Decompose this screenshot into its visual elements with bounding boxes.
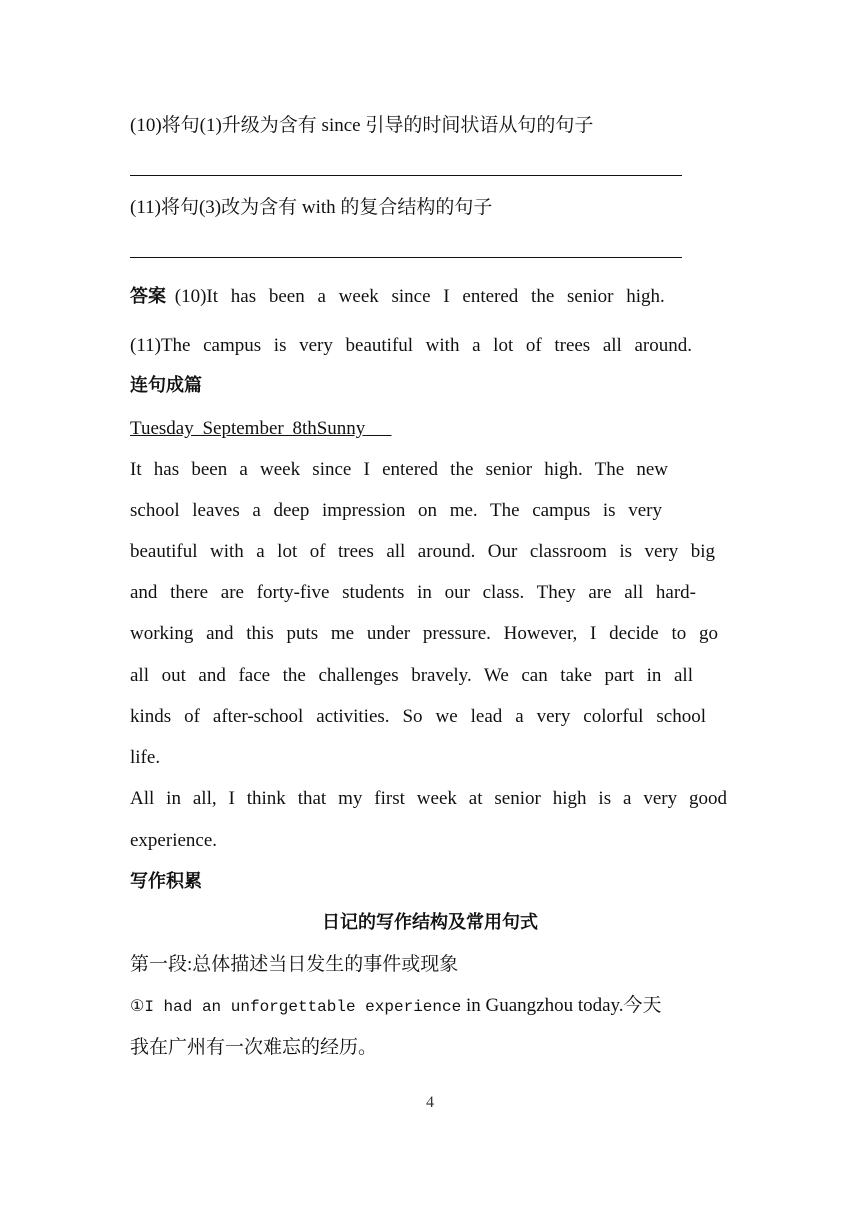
para1-line-6: all out and face the challenges bravely. We can take part in all [130,665,693,686]
para2-line-1: All in all, I think that my first week at senior high is a very good [130,788,727,809]
para1-line-4: and there are forty-five students in our class. They are all hard- [130,582,696,603]
answer-10: (10)It has been a week since I entered the senior high. [174,286,665,307]
section-connect-title: 连句成篇 [130,375,202,396]
answer-11: (11)The campus is very beautiful with a lot of trees all around. [130,335,692,356]
diary-header-text: Tuesday September 8thSunny [130,418,366,439]
para1-line-5: working and this puts me under pressure. However, I decide to go [130,623,718,644]
diary-header [130,417,392,441]
question-10: (10)将句(1)升级为含有 since 引导的时间状语从句的句子 [130,115,594,136]
para1-line-2: school leaves a deep impression on me. The campus is very [130,500,662,521]
section-writing-title: 写作积累 [130,871,202,892]
center-heading: 日记的写作结构及常用句式 [322,912,538,933]
page-number: 4 [426,1094,434,1111]
example-1-rest: in Guangzhou today.今天 [461,995,662,1016]
paragraph-one-label: 第一段:总体描述当日发生的事件或现象 [130,954,459,975]
answer-label: 答案 [130,286,166,307]
example-1-mono: ①I had an unforgettable experience [130,998,462,1016]
para1-line-3: beautiful with a lot of trees all around. Our classroom is very big [130,541,715,562]
para1-line-8: life. [130,747,161,768]
question-11: (11)将句(3)改为含有 with 的复合结构的句子 [130,197,493,218]
para2-line-2: experience. [130,830,218,851]
answer-blank-10 [130,175,682,176]
answer-line-10 [130,285,678,309]
answer-blank-11 [130,257,682,258]
para1-line-1: It has been a week since I entered the senior high. The new [130,459,668,480]
example-1-line-1 [130,994,662,1019]
example-1-line-2: 我在广州有一次难忘的经历。 [130,1037,378,1058]
para1-line-7: kinds of after-school activities. So we lead a very colorful school [130,706,706,727]
